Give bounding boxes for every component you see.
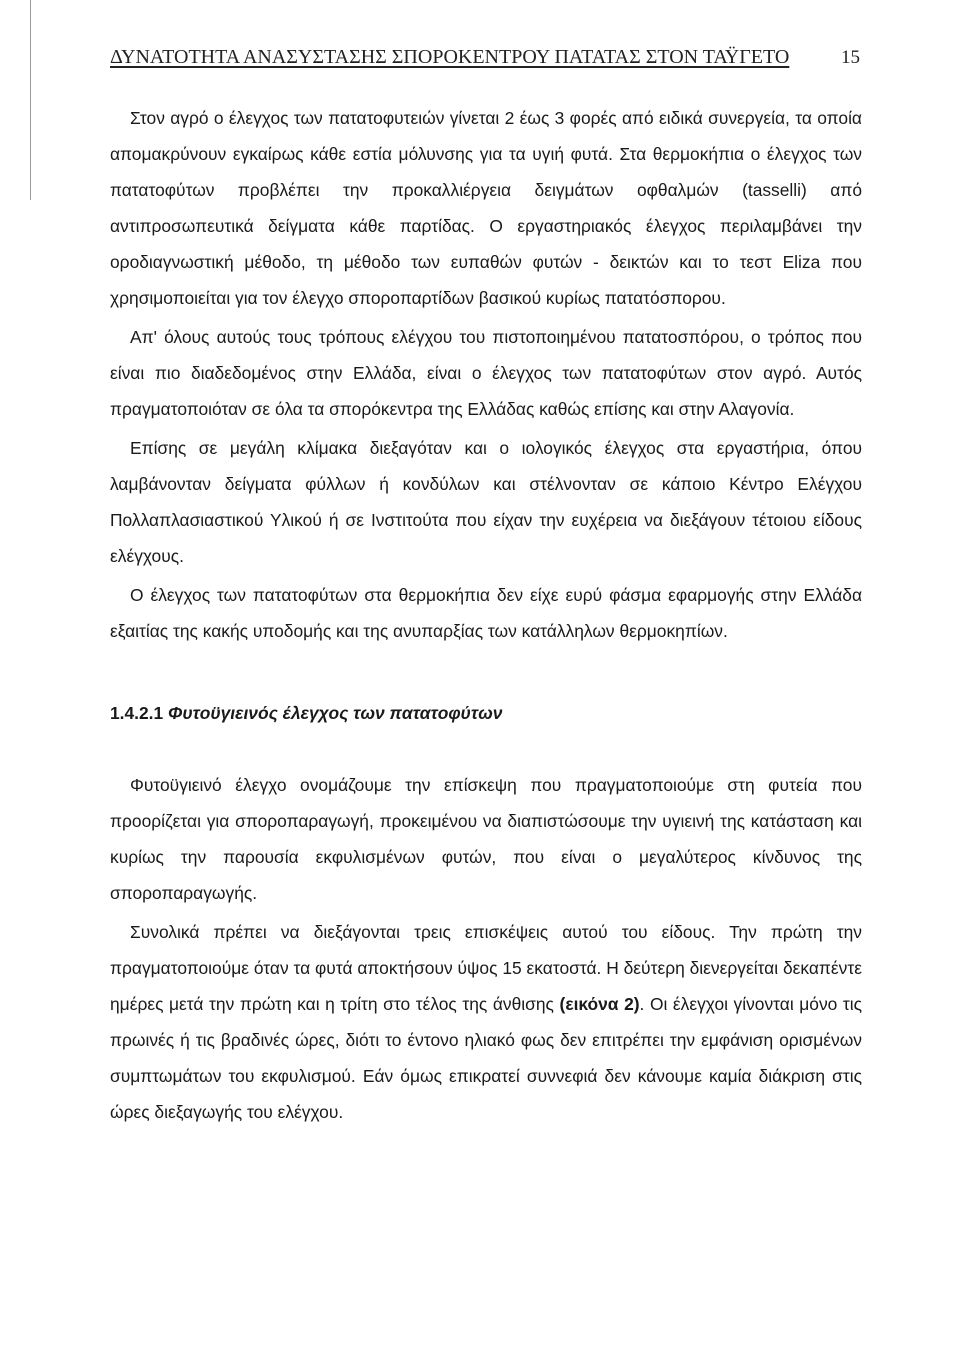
paragraph-text: . Οι έλεγχοι γίνονται μόνο τις πρωινές ή τις βραδινές ώρες, διότι το έντονο ηλιακό φως δεν επιτρέπει την εμφάνιση ορισμένων συμπτωμάτων του εκφυλισμού. Εάν όμως επικρατεί συννεφιά δεν κάνουμε καμία διάκριση στις ώρες διεξαγωγής του ελέγχου. [110,994,863,1122]
section-title: Φυτοϋγιεινός έλεγχος των πατατοφύτων [168,703,503,723]
paragraph-text: Συνολικά πρέπει να διεξάγονται τρεις επισκέψεις αυτού του είδους. Την πρώτη την πραγματοποιούμε όταν τα φυτά αποκτήσουν ύψος 15 εκατοστά. Η δεύτερη διενεργείται δεκαπέντε ημέρες μετά την πρώτη και η τρίτη στο τέλος της άνθισης [110,922,862,1014]
paragraph: Απ' όλους αυτούς τους τρόπους ελέγχου του πιστοποιημένου πατατοσπόρου, ο τρόπος που είναι πιο διαδεδομένος στην Ελλάδα, είναι ο έλεγχος των πατατοφύτων στον αγρό. Αυτός πραγματοποιόταν σε όλα τα σπορόκεντρα της Ελλάδας καθώς επίσης και στην Αλαγονία. [110,327,862,419]
paragraph: Φυτοϋγιεινό έλεγχο ονομάζουμε την επίσκεψη που πραγματοποιούμε στη φυτεία που προορίζεται για σποροπαραγωγή, προκειμένου να διαπιστώσουμε την υγιεινή της κατάσταση και κυρίως την παρουσία εκφυλισμένων φυτών, που είναι ο μεγαλύτερος κίνδυνος της σποροπαραγωγής. [110,775,862,903]
page-number: 15 [841,47,860,68]
figure-ref-open: ( [559,994,566,1014]
page-edge-line [30,0,31,200]
paragraph: Επίσης σε μεγάλη κλίμακα διεξαγόταν και ο ιολογικός έλεγχος στα εργαστήρια, όπου λαμβάνονταν δείγματα φύλλων ή κονδύλων και στέλνονταν σε κάποιο Κέντρο Ελέγχου Πολλαπλασιαστικού Υλικού ή σε Ινστιτούτα που είχαν την ευχέρεια να διεξάγουν τέτοιου είδους ελέγχους. [110,438,862,566]
section-heading [110,695,862,731]
header-title: ΔΥΝΑΤΟΤΗΤΑ ΑΝΑΣΥΣΤΑΣΗΣ ΣΠΟΡΟΚΕΝΤΡΟΥ ΠΑΤΑΤΑΣ ΣΤΟΝ ΤΑΫΓΕΤΟ [110,46,790,68]
paragraph: Στον αγρό ο έλεγχος των πατατοφυτειών γίνεται 2 έως 3 φορές από ειδικά συνεργεία, τα οποία απομακρύνουν εγκαίρως κάθε εστία μόλυνσης για τα υγιή φυτά. Στα θερμοκήπια ο έλεγχος των πατατοφύτων προβλέπει την προκαλλιέργεια δειγμάτων οφθαλμών (tasselli) από αντιπροσωπευτικά δείγματα κάθε παρτίδας. Ο εργαστηριακός έλεγχος περιλαμβάνει την οροδιαγνωστική μέθοδο, τη μέθοδο των ευπαθών φυτών - δεικτών και το τεστ Eliza που χρησιμοποιείται για τον έλεγχο σποροπαρτίδων βασικού κυρίως πατατόσπορου. [110,108,862,308]
section-number: 1.4.2.1 [110,703,164,723]
figure-ref-close: ) [633,994,640,1014]
paragraph: Ο έλεγχος των πατατοφύτων στα θερμοκήπια δεν είχε ευρύ φάσμα εφαρμογής στην Ελλάδα εξαιτίας της κακής υποδομής και της ανυπαρξίας των κατάλληλων θερμοκηπίων. [110,585,862,641]
paragraph-with-figure-ref [110,914,862,1130]
figure-reference: εικόνα 2 [565,994,634,1014]
document-body [110,100,862,1133]
running-header [110,46,860,69]
